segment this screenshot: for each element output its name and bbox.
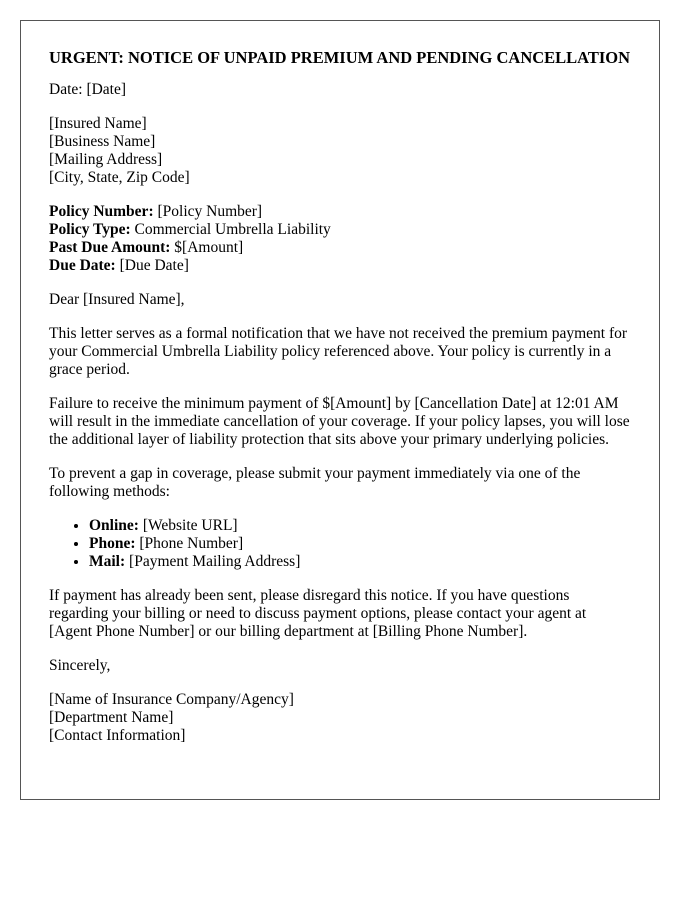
- policy-number-label: Policy Number:: [49, 203, 154, 220]
- signature-department: [Department Name]: [49, 709, 174, 726]
- paragraph-contact-info: If payment has already been sent, please disregard this notice. If you have questions regarding your billing or need to discuss payment options, please contact your agent at [Agent Phone Number] or our billing department at [Billing Phone Number].: [49, 587, 587, 640]
- paragraph-payment-instructions: To prevent a gap in coverage, please submit your payment immediately via one of the following methods:: [49, 465, 581, 500]
- due-date-value: [Due Date]: [115, 257, 189, 274]
- list-item-mail: [89, 553, 631, 571]
- list-item-online: [89, 517, 631, 535]
- date-line: Date: [Date]: [49, 81, 127, 98]
- recipient-business: [Business Name]: [49, 133, 156, 150]
- policy-type-value: Commercial Umbrella Liability: [130, 221, 331, 238]
- payment-method-label: Mail:: [89, 553, 126, 570]
- recipient-name: [Insured Name]: [49, 115, 147, 132]
- payment-method-value: [Website URL]: [138, 517, 238, 534]
- policy-number-value: [Policy Number]: [153, 203, 263, 220]
- recipient-city-state-zip: [City, State, Zip Code]: [49, 169, 190, 186]
- past-due-amount-row: [49, 239, 631, 257]
- payment-methods-list: [49, 517, 631, 571]
- payment-method-label: Online:: [89, 517, 139, 534]
- closing: Sincerely,: [49, 657, 111, 674]
- payment-method-value: [Payment Mailing Address]: [125, 553, 301, 570]
- paragraph-cancellation-warning: Failure to receive the minimum payment of $[Amount] by [Cancellation Date] at 12:01 AM will result in the immediate cancellation of your coverage. If your policy lapses, you will lose the additional layer of liability protection that sits above your primary underlying policies.: [49, 395, 630, 448]
- list-item-phone: [89, 535, 631, 553]
- policy-type-label: Policy Type:: [49, 221, 131, 238]
- salutation: Dear [Insured Name],: [49, 291, 185, 308]
- past-due-amount-label: Past Due Amount:: [49, 239, 171, 256]
- letter-title: URGENT: NOTICE OF UNPAID PREMIUM AND PENDING CANCELLATION: [49, 48, 631, 67]
- recipient-address: [49, 115, 631, 187]
- recipient-mailing-address: [Mailing Address]: [49, 151, 163, 168]
- due-date-row: [49, 257, 631, 275]
- payment-method-label: Phone:: [89, 535, 136, 552]
- due-date-label: Due Date:: [49, 257, 116, 274]
- signature-block: [49, 691, 631, 745]
- past-due-amount-value: $[Amount]: [170, 239, 244, 256]
- policy-details: [49, 203, 631, 275]
- payment-method-value: [Phone Number]: [135, 535, 244, 552]
- signature-company: [Name of Insurance Company/Agency]: [49, 691, 294, 708]
- policy-number-row: [49, 203, 631, 221]
- letter-document: [20, 20, 660, 800]
- paragraph-notification: This letter serves as a formal notification that we have not received the premium payment for your Commercial Umbrella Liability policy referenced above. Your policy is currently in a grace period.: [49, 325, 628, 378]
- policy-type-row: [49, 221, 631, 239]
- signature-contact: [Contact Information]: [49, 727, 186, 744]
